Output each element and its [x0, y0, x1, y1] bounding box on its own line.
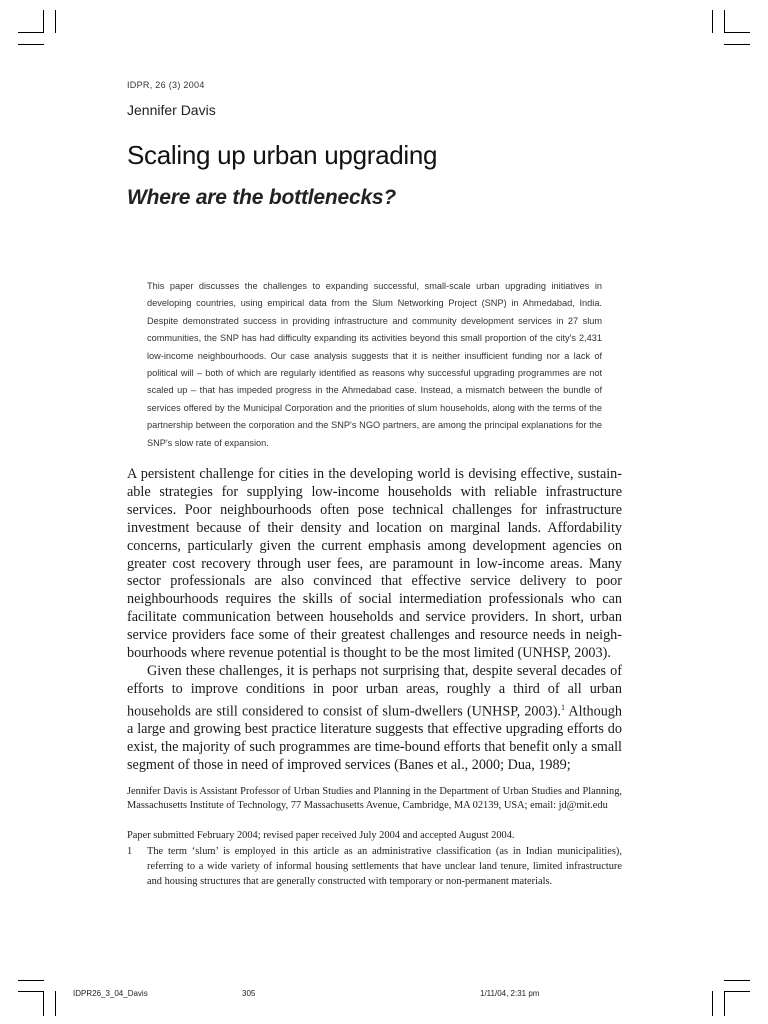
- crop-mark: [724, 32, 750, 33]
- body-paragraph-text: Given these challenges, it is perhaps not surprising that, despite several decades of efforts to improve conditions in poor urban areas, roughly a third of all urban households are still considered to consist of slum-dwellers (UNHSP, 2003).: [127, 662, 622, 720]
- crop-mark: [18, 980, 44, 981]
- journal-reference: IDPR, 26 (3) 2004: [127, 80, 205, 90]
- crop-mark: [18, 991, 44, 992]
- crop-mark: [43, 991, 44, 1016]
- footnote-text: The term ‘slum’ is employed in this article as an administrative classification (as in Indian municipalities), referring to a wide variety of informal housing settlements that have unclear land tenure, limited infrastructure and housing structures that are generally constructed with temporary or non-permanent materials.: [147, 846, 622, 887]
- body-paragraph: [127, 663, 622, 775]
- crop-mark: [43, 10, 44, 33]
- crop-mark: [724, 991, 725, 1016]
- author-affiliation: Jennifer Davis is Assistant Professor of Urban Studies and Planning in the Department of Urban Studies and Planning, Massachusetts Institute of Technology, 77 Massachusetts Avenue, Cambridge, MA 02139, USA; email: jd@mit.edu: [127, 786, 622, 812]
- footnote: [127, 845, 622, 889]
- crop-mark: [712, 991, 713, 1016]
- crop-mark: [724, 44, 750, 45]
- crop-mark: [55, 991, 56, 1016]
- body-text: [127, 466, 622, 775]
- slug-page-number: 305: [242, 989, 256, 998]
- body-paragraph-text: Although a large and growing best practice literature suggests that effective upgrading efforts do exist, the majority of such programmes are time-bound efforts that benefit only a small segment of those in need of improved services (Banes et al., 2000; Dua, 1989;: [127, 703, 622, 774]
- author-name: Jennifer Davis: [127, 102, 216, 118]
- article-subtitle: Where are the bottlenecks?: [127, 186, 397, 209]
- crop-mark: [712, 10, 713, 33]
- crop-mark: [724, 991, 750, 992]
- body-paragraph: A persistent challenge for cities in the developing world is devising effective, sustain-able strategies for supplying low-income households with reliable infrastructure services. Poor neighbourhoods often pose technical challenges for infrastructure investment because of their density and location on marginal lands. Affordability concerns, particularly given the current emphasis among development agencies on greater cost recovery through user fees, are paramount in low-income areas. Many sector professionals are also convinced that effective service delivery to poor neighbourhoods requires the skills of social intermediation professionals who can facilitate communication between households and service providers. In short, urban service providers face some of their greatest challenges and resource needs in neigh-bourhoods where revenue potential is thought to be the most limited (UNHSP, 2003).: [127, 466, 622, 662]
- abstract: This paper discusses the challenges to expanding successful, small-scale urban upgrading initiatives in developing countries, using empirical data from the Slum Networking Project (SNP) in Ahmedabad, India. Despite demonstrated success in providing infrastructure and community development services in 27 slum communities, the SNP has had difficulty expanding its activities beyond this small proportion of the city's 2,431 low-income neighbourhoods. Our case analysis suggests that it is neither insufficient funding nor a lack of political will – both of which are regularly identified as reasons why successful upgrading programmes are not scaled up – that has impeded progress in the Ahmedabad case. Instead, a mismatch between the bundle of services offered by the Municipal Corporation and the priorities of slum households, along with the terms of the partnership between the corporation and the SNP's NGO partners, are among the principal explanations for the SNP's slow rate of expansion.: [147, 281, 602, 448]
- crop-mark: [18, 32, 44, 33]
- slug-filename: IDPR26_3_04_Davis: [73, 989, 148, 998]
- footnote-reference[interactable]: 1: [561, 702, 565, 712]
- crop-mark: [724, 10, 725, 33]
- article-title: Scaling up urban upgrading: [127, 140, 438, 170]
- crop-mark: [18, 44, 44, 45]
- submission-note: Paper submitted February 2004; revised paper received July 2004 and accepted August 2004.: [127, 830, 515, 841]
- footnote-number: 1: [127, 846, 133, 857]
- crop-mark: [724, 980, 750, 981]
- slug-timestamp: 1/11/04, 2:31 pm: [480, 989, 540, 998]
- crop-mark: [55, 10, 56, 33]
